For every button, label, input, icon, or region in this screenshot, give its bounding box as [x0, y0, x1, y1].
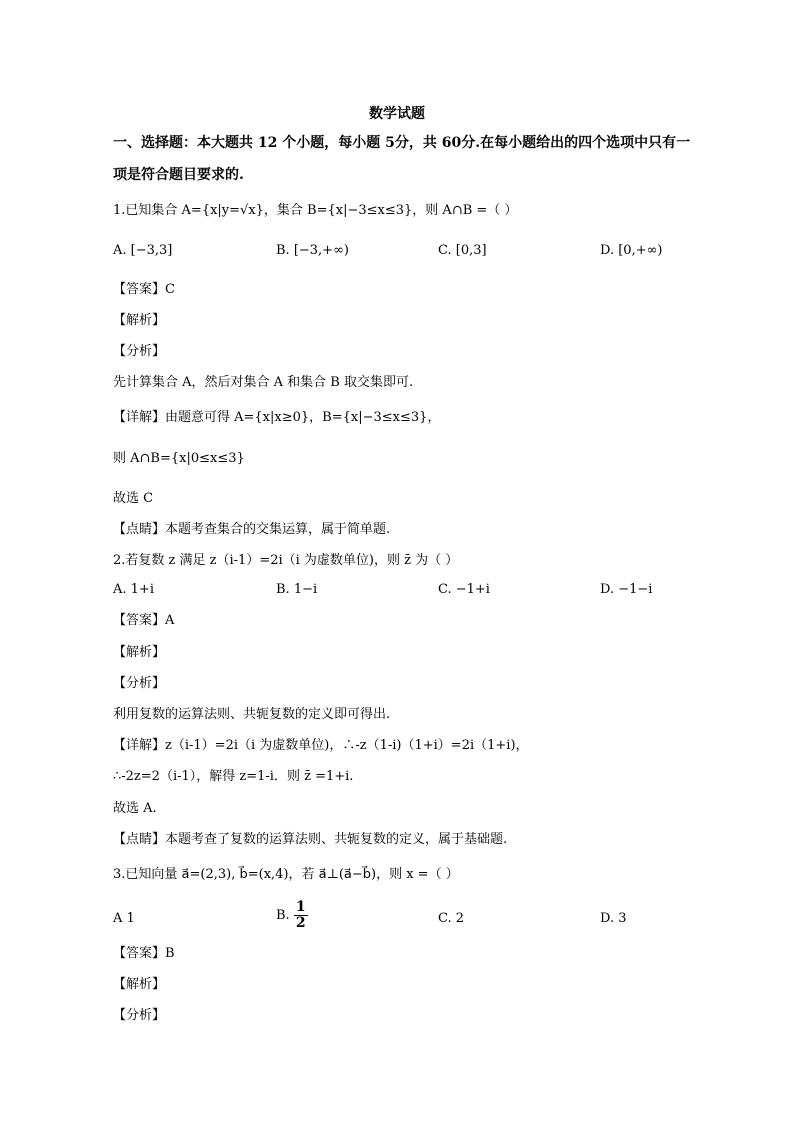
q1-option-d: D. [0,+∞) [600, 243, 663, 258]
q1-answer: 【答案】C [113, 282, 175, 297]
section-heading-line2: 项是符合题目要求的. [113, 167, 244, 183]
q2-detail-line2: ∴-2z=2（i-1），解得 z=1-i．则 z̄ =1+i. [113, 769, 354, 784]
q3-stem: 3.已知向量 a⃗=(2,3), b⃗=(x,4)，若 a⃗⊥(a⃗−b⃗)，则 x =（ ） [113, 867, 459, 882]
q1-comment: 【点睛】本题考查集合的交集运算，属于简单题. [113, 522, 391, 537]
q3-jiexi-label: 【解析】 [113, 977, 166, 992]
q1-analysis: 先计算集合 A，然后对集合 A 和集合 B 取交集即可. [113, 375, 414, 390]
q3-option-b-fraction [294, 900, 308, 931]
q1-option-b: B. [−3,+∞) [276, 243, 349, 258]
q2-stem: 2.若复数 z 满足 z（i-1）=2i（i 为虚数单位)，则 z̄ 为（ ） [113, 553, 459, 568]
q2-answer: 【答案】A [113, 613, 175, 628]
q2-option-c: C. −1+i [438, 582, 490, 597]
q1-conclusion: 故选 C [113, 491, 154, 506]
q2-analysis: 利用复数的运算法则、共轭复数的定义即可得出. [113, 707, 391, 722]
q1-fenxi-label: 【分析】 [113, 344, 166, 359]
q1-detail-line1: 【详解】由题意可得 A={x|x≥0}，B={x|−3≤x≤3}， [113, 410, 441, 425]
q3-option-b [276, 900, 308, 931]
q2-option-a: A. 1+i [113, 582, 154, 597]
q2-jiexi-label: 【解析】 [113, 645, 166, 660]
q1-detail-line2: 则 A∩B={x|0≤x≤3} [113, 451, 245, 466]
q3-option-b-label: B. [276, 908, 290, 923]
q3-option-d: D. 3 [600, 911, 627, 926]
q1-option-a: A. [−3,3] [113, 243, 173, 258]
q2-detail-line1: 【详解】z（i-1）=2i（i 为虚数单位)，∴-z（1-i)（1+i）=2i（1+i)， [113, 738, 529, 753]
q2-fenxi-label: 【分析】 [113, 676, 166, 691]
q3-answer: 【答案】B [113, 946, 175, 961]
q1-stem: 1.已知集合 A={x|y=√x}，集合 B={x|−3≤x≤3}，则 A∩B =（ ） [113, 203, 518, 218]
q3-option-a: A 1 [113, 911, 135, 926]
section-heading-line1: 一、选择题：本大题共 12 个小题，每小题 5分，共 60分.在每小题给出的四个选项中只有一 [113, 135, 691, 151]
q2-option-d: D. −1−i [600, 582, 653, 597]
q3-fenxi-label: 【分析】 [113, 1008, 166, 1023]
q1-jiexi-label: 【解析】 [113, 313, 166, 328]
fraction-denominator: 2 [295, 915, 306, 931]
page-title: 数学试题 [369, 106, 425, 122]
q2-conclusion: 故选 A. [113, 801, 157, 816]
fraction-numerator: 1 [295, 899, 306, 915]
q2-option-b: B. 1−i [276, 582, 318, 597]
q3-option-c: C. 2 [438, 911, 465, 926]
q2-comment: 【点睛】本题考查了复数的运算法则、共轭复数的定义，属于基础题. [113, 832, 508, 847]
q1-option-c: C. [0,3] [438, 243, 487, 258]
